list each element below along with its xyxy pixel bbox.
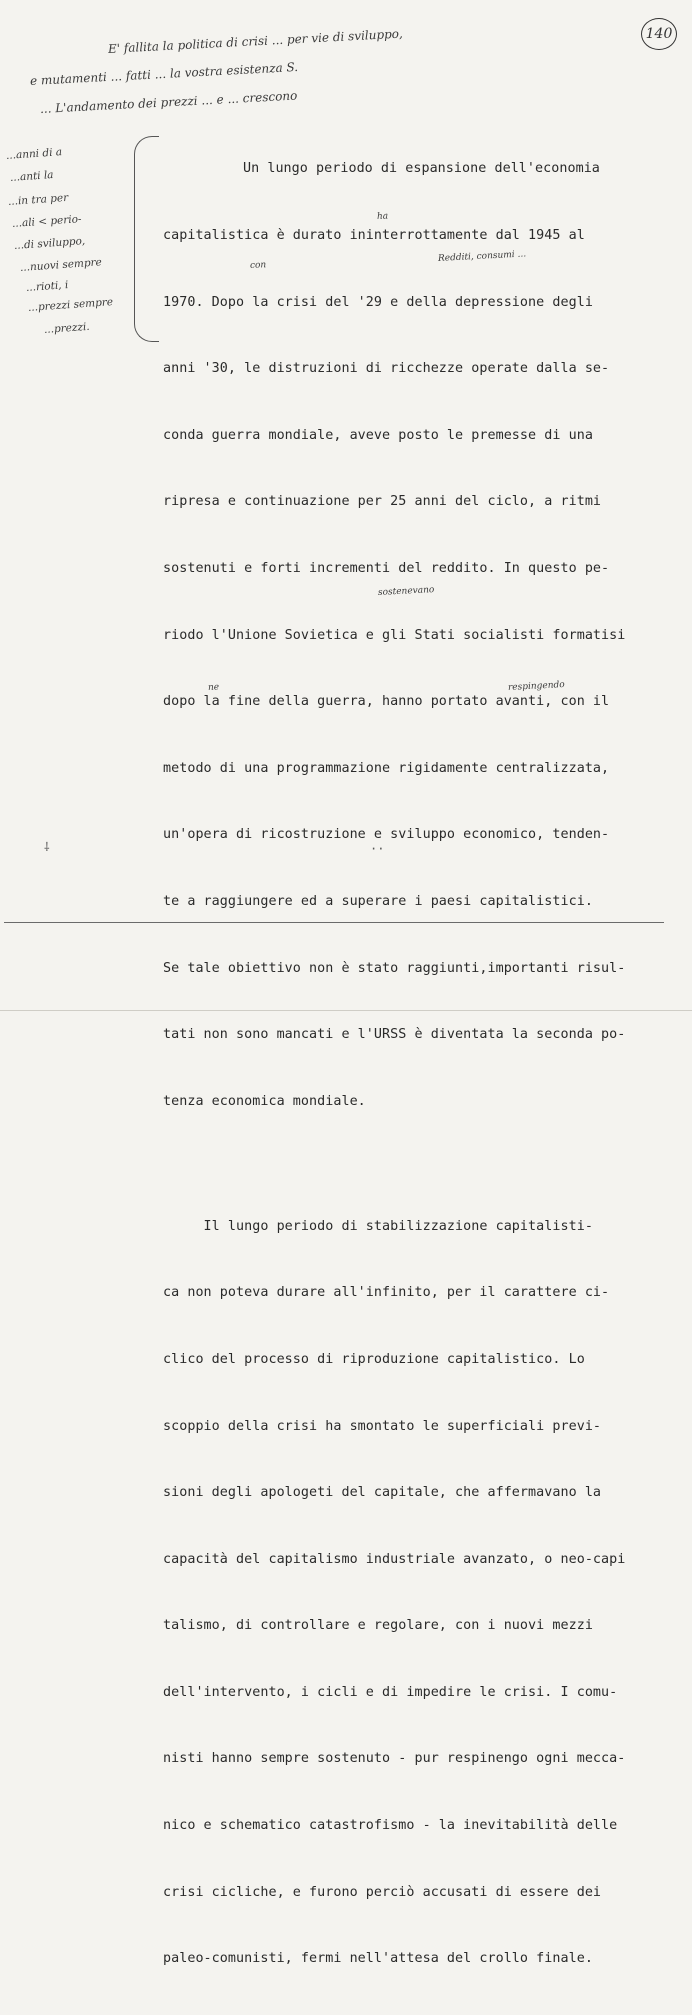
margin-note-5: ...di sviluppo, <box>13 235 86 252</box>
stray-dots-icon: ·· <box>370 842 385 856</box>
margin-note-6: ...nuovi sempre <box>19 256 103 274</box>
stray-mark-icon: ⸸ <box>44 840 50 854</box>
p1-line-14: tati non sono mancati e l'URSS è diventata la seconda po- <box>163 1027 626 1043</box>
margin-bracket <box>134 136 159 342</box>
p2-line-7: talismo, di controllare e regolare, con i nuovi mezzi <box>163 1618 593 1634</box>
p1-line-10: metodo di una programmazione rigidamente centralizzata, <box>163 760 610 776</box>
p1-line-15: tenza economica mondiale. <box>163 1093 366 1109</box>
p1-line-3: 1970. Dopo la crisi del '29 e della depressione degli <box>163 294 593 310</box>
page-number-circle <box>641 18 677 50</box>
p1-line-8: riodo l'Unione Sovietica e gli Stati socialisti formatisi <box>163 627 626 643</box>
p1-line-5: conda guerra mondiale, aveve posto le premesse di una <box>163 427 593 443</box>
handwritten-note-line-1: E' fallita la politica di crisi ... per vie di sviluppo, <box>107 26 404 56</box>
p2-line-1: Il lungo periodo di stabilizzazione capitalisti- <box>163 1218 593 1234</box>
typed-text-body <box>163 114 653 2015</box>
p2-line-6: capacità del capitalismo industriale avanzato, o neo-capi <box>163 1551 626 1567</box>
p2-line-4: scoppio della crisi ha smontato le superficiali previ- <box>163 1418 602 1434</box>
paragraph-gap <box>163 1157 653 1171</box>
p2-line-5: sioni degli apologeti del capitale, che affermavano la <box>163 1485 602 1501</box>
p2-line-10: nico e schematico catastrofismo - la inevitabilità delle <box>163 1818 618 1834</box>
page-number: 140 <box>645 26 673 42</box>
p1-line-11: un'opera di ricostruzione e sviluppo economico, tenden- <box>163 827 610 843</box>
p2-line-2: ca non poteva durare all'infinito, per il carattere ci- <box>163 1285 610 1301</box>
margin-note-4: ...ali < perio- <box>11 213 82 230</box>
p1-line-12: te a raggiungere ed a superare i paesi capitalistici. <box>163 893 593 909</box>
p1-line-4: anni '30, le distruzioni di ricchezze operate dalla se- <box>163 361 610 377</box>
interlinear-con: con <box>249 260 267 271</box>
p2-line-9: nisti hanno sempre sostenuto - pur respinengo ogni mecca- <box>163 1751 626 1767</box>
handwritten-note-line-2: e mutamenti ... fatti ... la vostra esistenza S. <box>29 59 299 88</box>
p1-line-1: Un lungo periodo di espansione dell'economia <box>243 161 600 177</box>
interlinear-sostenevano: sostenevano <box>377 585 435 598</box>
p2-line-8: dell'intervento, i cicli e di impedire le crisi. I comu- <box>163 1684 618 1700</box>
margin-note-8: ...prezzi sempre <box>27 296 114 314</box>
interlinear-hanno: ne <box>207 682 220 693</box>
interlinear-redditi: Redditi, consumi ... <box>437 249 527 264</box>
interlinear-respingendo: respingendo <box>507 680 565 693</box>
margin-note-1: ...anni di a <box>5 146 63 162</box>
margin-note-3: ...in tra per <box>7 191 69 208</box>
p1-line-6: ripresa e continuazione per 25 anni del ciclo, a ritmi <box>163 494 602 510</box>
faint-rule <box>0 1010 692 1011</box>
handwritten-note-line-3: ... L'andamento dei prezzi ... e ... crescono <box>39 88 298 116</box>
interlinear-ha: ha <box>376 211 389 222</box>
p2-line-12: paleo-comunisti, fermi nell'attesa del crollo finale. <box>163 1951 593 1967</box>
margin-note-7: ...rioti, i <box>25 279 69 294</box>
margin-note-2: ...anti la <box>9 168 54 184</box>
p2-line-3: clico del processo di riproduzione capitalistico. Lo <box>163 1351 585 1367</box>
p1-line-2: capitalistica è durato ininterrottamente dal 1945 al <box>163 228 585 243</box>
margin-note-9: ...prezzi. <box>43 320 91 336</box>
p1-line-9: dopo la fine della guerra, hanno portato avanti, con il <box>163 694 610 710</box>
p1-line-7: sostenuti e forti incrementi del reddito. In questo pe- <box>163 560 610 576</box>
p2-line-11: crisi cicliche, e furono perciò accusati di essere dei <box>163 1884 602 1900</box>
horizontal-rule <box>4 922 664 923</box>
p1-line-13: Se tale obiettivo non è stato raggiunti,importanti risul- <box>163 960 626 976</box>
